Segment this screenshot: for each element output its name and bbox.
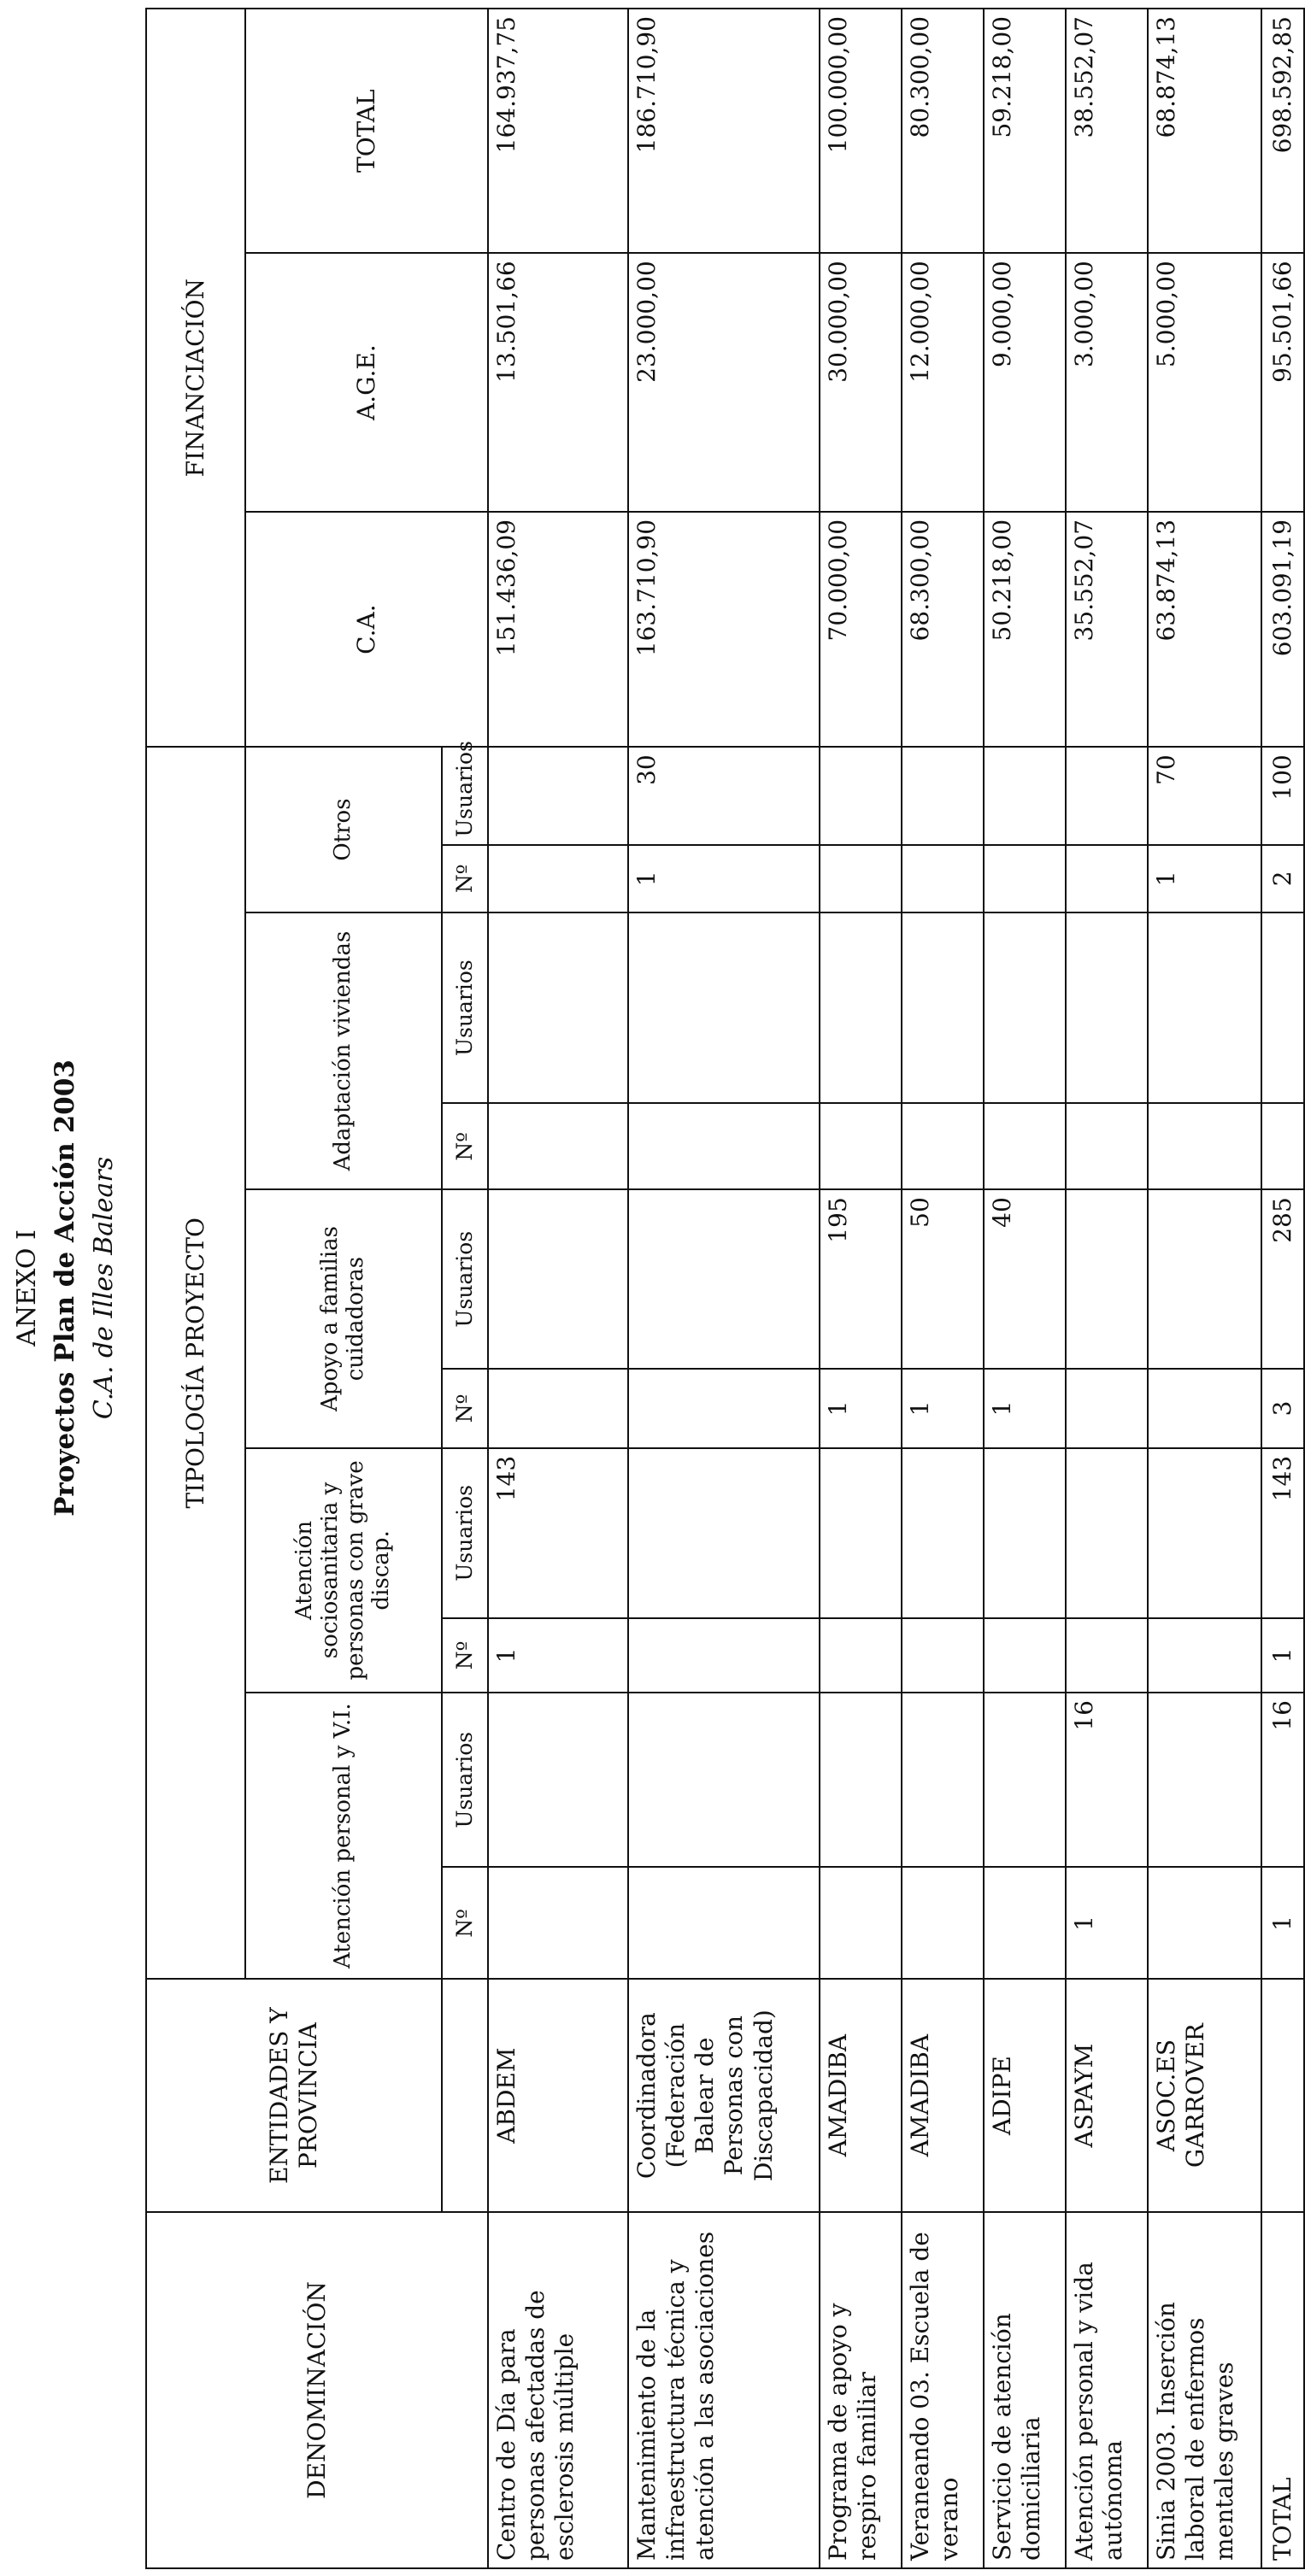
header-n: Nº [442, 1369, 488, 1448]
total-age-amount: 95.501,66 [1261, 253, 1304, 512]
atencion-personal-n [984, 1867, 1066, 1979]
denominacion-cell: Sinia 2003. Inserción laboral de enfermos mentales graves [1148, 2212, 1261, 2568]
table-row [488, 9, 628, 2568]
atencion-sociosanitaria-usuarios [1148, 1448, 1261, 1618]
age-amount: 3.000,00 [1066, 253, 1148, 512]
total-otros-usuarios: 100 [1261, 747, 1304, 845]
age-amount: 5.000,00 [1148, 253, 1261, 512]
atencion-sociosanitaria-usuarios: 143 [488, 1448, 628, 1618]
table-row [1148, 9, 1261, 2568]
adaptacion-viviendas-usuarios [1066, 912, 1148, 1104]
table-body [488, 9, 1304, 2568]
otros-n: 1 [628, 845, 820, 912]
header-age: A.G.E. [245, 253, 488, 512]
header-group-adaptacion-viviendas: Adaptación viviendas [245, 912, 442, 1189]
total-apoyo-familias-usuarios: 285 [1261, 1189, 1304, 1369]
denominacion-cell: Mantenimiento de la infraestructura técnica y atención a las asociaciones [628, 2212, 820, 2568]
header-usuarios: Usuarios [442, 1693, 488, 1867]
header-group-atencion-personal: Atención personal y V.I. [245, 1693, 442, 1979]
projects-table [145, 8, 1305, 2569]
age-amount: 30.000,00 [820, 253, 902, 512]
ca-amount: 35.552,07 [1066, 512, 1148, 747]
atencion-sociosanitaria-n [984, 1618, 1066, 1693]
atencion-personal-n [488, 1867, 628, 1979]
adaptacion-viviendas-n [1066, 1103, 1148, 1189]
apoyo-familias-n [1066, 1369, 1148, 1448]
total-atencion-sociosanitaria-n: 1 [1261, 1618, 1304, 1693]
header-group-otros: Otros [245, 747, 442, 912]
atencion-personal-usuarios [902, 1693, 984, 1867]
header-n: Nº [442, 1618, 488, 1693]
adaptacion-viviendas-usuarios [902, 912, 984, 1104]
total-amount: 186.710,90 [628, 9, 820, 253]
otros-usuarios: 30 [628, 747, 820, 845]
adaptacion-viviendas-n [902, 1103, 984, 1189]
atencion-personal-usuarios [984, 1693, 1066, 1867]
adaptacion-viviendas-usuarios [1148, 912, 1261, 1104]
age-amount: 23.000,00 [628, 253, 820, 512]
total-apoyo-familias-n: 3 [1261, 1369, 1304, 1448]
total-otros-n: 2 [1261, 845, 1304, 912]
total-total-amount: 698.592,85 [1261, 9, 1304, 253]
ca-amount: 70.000,00 [820, 512, 902, 747]
entidad-cell: AMADIBA [902, 1979, 984, 2212]
atencion-personal-n [902, 1867, 984, 1979]
otros-usuarios [820, 747, 902, 845]
adaptacion-viviendas-usuarios [628, 912, 820, 1104]
denominacion-cell: Veraneando 03. Escuela de verano [902, 2212, 984, 2568]
apoyo-familias-n: 1 [820, 1369, 902, 1448]
total-atencion-personal-usuarios: 16 [1261, 1693, 1304, 1867]
header-usuarios: Usuarios [442, 1448, 488, 1618]
header-n: Nº [442, 1103, 488, 1189]
table-total-row [1261, 9, 1304, 2568]
entidad-cell: AMADIBA [820, 1979, 902, 2212]
otros-usuarios: 70 [1148, 747, 1261, 845]
apoyo-familias-n [1148, 1369, 1261, 1448]
header-entidades-blank [442, 1979, 488, 2212]
total-amount: 59.218,00 [984, 9, 1066, 253]
entidad-cell: ASPAYM [1066, 1979, 1148, 2212]
header-n: Nº [442, 845, 488, 912]
apoyo-familias-usuarios: 195 [820, 1189, 902, 1369]
page-title: Proyectos Plan de Acción 2003 [50, 1059, 80, 1517]
ca-amount: 63.874,13 [1148, 512, 1261, 747]
atencion-personal-n: 1 [1066, 1867, 1148, 1979]
atencion-sociosanitaria-usuarios [1066, 1448, 1148, 1618]
header-entidades: ENTIDADES Y PROVINCIA [146, 1979, 442, 2212]
atencion-sociosanitaria-n [820, 1618, 902, 1693]
atencion-personal-usuarios: 16 [1066, 1693, 1148, 1867]
header-ca: C.A. [245, 512, 488, 747]
atencion-personal-usuarios [628, 1693, 820, 1867]
ca-amount: 68.300,00 [902, 512, 984, 747]
atencion-personal-usuarios [488, 1693, 628, 1867]
ca-amount: 50.218,00 [984, 512, 1066, 747]
otros-n [820, 845, 902, 912]
atencion-sociosanitaria-n [1066, 1618, 1148, 1693]
total-atencion-sociosanitaria-usuarios: 143 [1261, 1448, 1304, 1618]
header-n: Nº [442, 1867, 488, 1979]
apoyo-familias-usuarios [1066, 1189, 1148, 1369]
denominacion-cell: Programa de apoyo y respiro familiar [820, 2212, 902, 2568]
page-subtitle: C.A. de Illes Balears [89, 1156, 119, 1420]
atencion-sociosanitaria-usuarios [628, 1448, 820, 1618]
header-usuarios: Usuarios [442, 1189, 488, 1369]
table-row [628, 9, 820, 2568]
apoyo-familias-n [488, 1369, 628, 1448]
total-atencion-personal-n: 1 [1261, 1867, 1304, 1979]
apoyo-familias-n: 1 [984, 1369, 1066, 1448]
apoyo-familias-n [628, 1369, 820, 1448]
table-row [820, 9, 902, 2568]
atencion-sociosanitaria-usuarios [820, 1448, 902, 1618]
adaptacion-viviendas-usuarios [984, 912, 1066, 1104]
atencion-sociosanitaria-usuarios [984, 1448, 1066, 1618]
entidad-cell: Coordinadora (Federación Balear de Personas con Discapacidad) [628, 1979, 820, 2212]
age-amount: 9.000,00 [984, 253, 1066, 512]
table-row [1066, 9, 1148, 2568]
atencion-personal-usuarios [1148, 1693, 1261, 1867]
otros-n [488, 845, 628, 912]
otros-n [902, 845, 984, 912]
adaptacion-viviendas-n [1148, 1103, 1261, 1189]
atencion-sociosanitaria-usuarios [902, 1448, 984, 1618]
adaptacion-viviendas-n [628, 1103, 820, 1189]
total-label: TOTAL [1261, 2212, 1304, 2568]
adaptacion-viviendas-usuarios [488, 912, 628, 1104]
atencion-personal-usuarios [820, 1693, 902, 1867]
atencion-personal-n [628, 1867, 820, 1979]
otros-usuarios [902, 747, 984, 845]
atencion-sociosanitaria-n [1148, 1618, 1261, 1693]
total-amount: 38.552,07 [1066, 9, 1148, 253]
adaptacion-viviendas-n [984, 1103, 1066, 1189]
atencion-sociosanitaria-n: 1 [488, 1618, 628, 1693]
header-denominacion: DENOMINACIÓN [146, 2212, 488, 2568]
otros-n [1066, 845, 1148, 912]
total-adaptacion-viviendas-n [1261, 1103, 1304, 1189]
header-financiacion: FINANCIACIÓN [146, 9, 245, 747]
header-usuarios: Usuarios [442, 747, 488, 845]
entidad-cell: ASOC.ES GARROVER [1148, 1979, 1261, 2212]
apoyo-familias-usuarios [1148, 1189, 1261, 1369]
total-amount: 68.874,13 [1148, 9, 1261, 253]
atencion-sociosanitaria-n [902, 1618, 984, 1693]
ca-amount: 163.710,90 [628, 512, 820, 747]
apoyo-familias-usuarios [628, 1189, 820, 1369]
otros-n: 1 [1148, 845, 1261, 912]
denominacion-cell: Centro de Día para personas afectadas de esclerosis múltiple [488, 2212, 628, 2568]
table-row [902, 9, 984, 2568]
atencion-personal-n [820, 1867, 902, 1979]
header-usuarios: Usuarios [442, 912, 488, 1104]
ca-amount: 151.436,09 [488, 512, 628, 747]
adaptacion-viviendas-usuarios [820, 912, 902, 1104]
apoyo-familias-usuarios: 50 [902, 1189, 984, 1369]
header-total: TOTAL [245, 9, 488, 253]
denominacion-cell: Atención personal y vida autónoma [1066, 2212, 1148, 2568]
adaptacion-viviendas-n [488, 1103, 628, 1189]
atencion-personal-n [1148, 1867, 1261, 1979]
otros-usuarios [488, 747, 628, 845]
total-ca-amount: 603.091,19 [1261, 512, 1304, 747]
otros-usuarios [1066, 747, 1148, 845]
otros-usuarios [984, 747, 1066, 845]
entidad-cell: ADIPE [984, 1979, 1066, 2212]
total-adaptacion-viviendas-usuarios [1261, 912, 1304, 1104]
age-amount: 12.000,00 [902, 253, 984, 512]
header-group-atencion-sociosanitaria: Atención sociosanitaria y personas con grave discap. [245, 1448, 442, 1693]
total-amount: 80.300,00 [902, 9, 984, 253]
entidad-cell: ABDEM [488, 1979, 628, 2212]
header-tipologia: TIPOLOGÍA PROYECTO [146, 747, 245, 1979]
apoyo-familias-n: 1 [902, 1369, 984, 1448]
total-entidad-blank [1261, 1979, 1304, 2212]
atencion-sociosanitaria-n [628, 1618, 820, 1693]
header-group-apoyo-familias: Apoyo a familias cuidadoras [245, 1189, 442, 1448]
otros-n [984, 845, 1066, 912]
table-row [984, 9, 1066, 2568]
age-amount: 13.501,66 [488, 253, 628, 512]
adaptacion-viviendas-n [820, 1103, 902, 1189]
apoyo-familias-usuarios: 40 [984, 1189, 1066, 1369]
total-amount: 100.000,00 [820, 9, 902, 253]
denominacion-cell: Servicio de atención domiciliaria [984, 2212, 1066, 2568]
apoyo-familias-usuarios [488, 1189, 628, 1369]
total-amount: 164.937,75 [488, 9, 628, 253]
annex-label: ANEXO I [12, 1229, 42, 1347]
